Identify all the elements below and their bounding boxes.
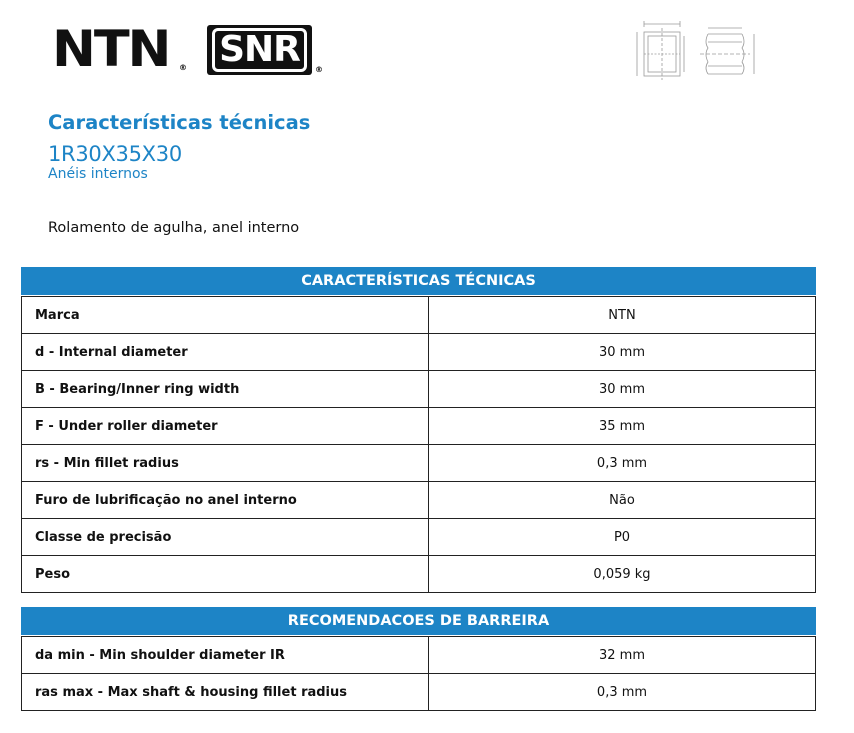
product-description: Rolamento de agulha, anel interno xyxy=(48,220,300,236)
table-row xyxy=(22,519,816,556)
row-label: Furo de lubrificação no anel interno xyxy=(22,482,429,519)
snr-logo xyxy=(207,25,312,75)
table-row xyxy=(22,371,816,408)
recommendations-heading: RECOMENDACOES DE BARREIRA xyxy=(21,607,816,635)
product-reference: 1R30X35X30 xyxy=(48,142,182,166)
row-label: da min - Min shoulder diameter IR xyxy=(22,637,429,674)
ntn-registered-mark: ® xyxy=(179,63,187,72)
row-value: 0,3 mm xyxy=(429,445,816,482)
specs-section xyxy=(21,267,816,593)
row-label: ras max - Max shaft & housing fillet radius xyxy=(22,674,429,711)
table-row xyxy=(22,445,816,482)
row-label: B - Bearing/Inner ring width xyxy=(22,371,429,408)
specs-table xyxy=(21,296,816,593)
row-value: 0,059 kg xyxy=(429,556,816,593)
table-row xyxy=(22,408,816,445)
bearing-drawing-icon xyxy=(636,18,762,80)
snr-logo-text: SNR xyxy=(212,28,307,72)
row-label: F - Under roller diameter xyxy=(22,408,429,445)
row-label: Classe de precisão xyxy=(22,519,429,556)
table-row xyxy=(22,637,816,674)
table-row xyxy=(22,334,816,371)
table-row xyxy=(22,482,816,519)
ntn-logo: NTN xyxy=(52,20,170,78)
page-title: Características técnicas xyxy=(48,111,311,134)
row-label: d - Internal diameter xyxy=(22,334,429,371)
row-value: NTN xyxy=(429,297,816,334)
row-value: 35 mm xyxy=(429,408,816,445)
row-value: 0,3 mm xyxy=(429,674,816,711)
product-family: Anéis internos xyxy=(48,166,148,182)
table-row xyxy=(22,556,816,593)
table-row xyxy=(22,674,816,711)
row-label: Peso xyxy=(22,556,429,593)
row-value: 30 mm xyxy=(429,334,816,371)
row-value: P0 xyxy=(429,519,816,556)
row-value: 32 mm xyxy=(429,637,816,674)
row-value: Não xyxy=(429,482,816,519)
row-label: Marca xyxy=(22,297,429,334)
row-value: 30 mm xyxy=(429,371,816,408)
recommendations-table xyxy=(21,636,816,711)
recommendations-section xyxy=(21,607,816,711)
specs-heading: CARACTERÍSTICAS TÉCNICAS xyxy=(21,267,816,295)
row-label: rs - Min fillet radius xyxy=(22,445,429,482)
snr-registered-mark: ® xyxy=(315,65,323,74)
table-row xyxy=(22,297,816,334)
